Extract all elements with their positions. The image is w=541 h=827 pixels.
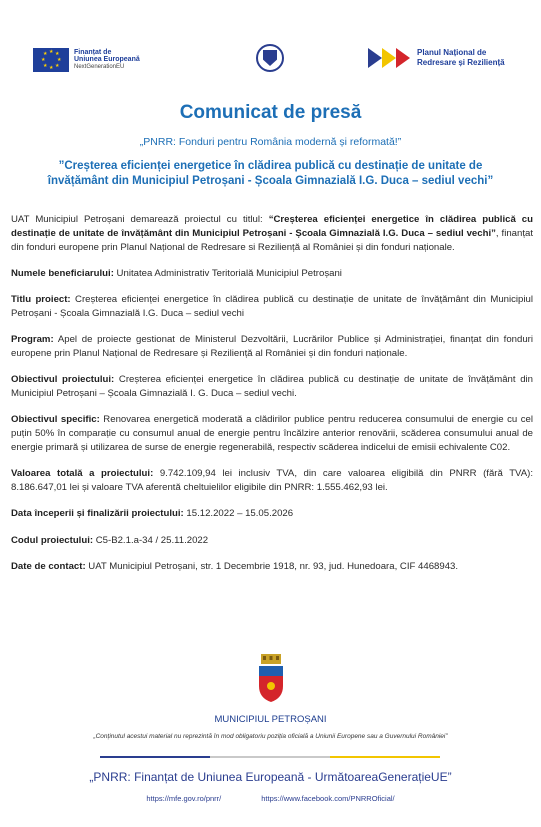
petrosani-coat-of-arms-icon: [257, 654, 285, 704]
project-title-paragraph: [11, 293, 533, 321]
eu-label-2: Uniunea Europeană: [74, 56, 140, 64]
field-value: Creșterea eficienței energetice în clădirea publică cu destinație de unitate de învățământ din Municipiul Petroșani – Școala Gimnazială I. G. Duca – sediul vechi.: [11, 374, 533, 400]
dates-paragraph: [11, 507, 533, 521]
field-label: Obiectivul proiectului:: [11, 374, 115, 386]
field-label: Numele beneficiarului:: [11, 267, 114, 279]
disclaimer: „Conținutul acestui material nu reprezintă în mod obligatoriu poziția oficială a Uniunii Europene sau a Guvernului României”: [93, 733, 448, 740]
field-label: Codul proiectului:: [11, 534, 94, 546]
objective-paragraph: [11, 373, 533, 401]
eu-flag-icon: ★ ★ ★ ★ ★ ★ ★ ★: [33, 48, 69, 72]
eu-logo: [33, 48, 140, 72]
field-value: 15.12.2022 – 15.05.2026: [183, 508, 294, 520]
field-label: Data începerii și finalizării proiectului:: [11, 508, 184, 520]
mfe-link[interactable]: https://mfe.gov.ro/pnrr/: [146, 794, 222, 803]
total-value-paragraph: [11, 467, 533, 495]
intro-paragraph: [11, 213, 533, 254]
project-heading: ”Creșterea eficienței energetice în clădirea publică cu destinație de unitate de învățământ din Municipiul Petroșani - Școala Gimnazială I.G. Duca – sediul vechi”: [47, 160, 494, 187]
project-code-paragraph: [11, 534, 533, 548]
pnrr-arrow-icon: [368, 46, 412, 70]
eu-label-3: NextGenerationEU: [74, 63, 125, 70]
pnrr-label-2: Redresare și Reziliență: [417, 58, 505, 67]
field-value: UAT Municipiul Petroșani, str. 1 Decembrie 1918, nr. 93, jud. Hunedoara, CIF 4468943.: [85, 561, 459, 573]
field-label: Titlu proiect:: [11, 294, 71, 306]
intro-text: , finanțat din fonduri europene prin Planul Național de Redresare si Reziliență al României și din fonduri naționale.: [11, 227, 533, 253]
pnrr-logo: [368, 46, 505, 70]
field-value: Apel de proiecte gestionat de Ministerul Dezvoltării, Lucrărilor Publice și Administrației, finanțat din fonduri europene prin Planul Național de Redresare și Reziliență al României și din fonduri naționale.: [11, 334, 533, 360]
facebook-link[interactable]: https://www.facebook.com/PNRROficial/: [261, 794, 395, 803]
intro-bold-title: “Creșterea eficienței energetice în clădirea publică cu destinație de unitate de învățământ din Municipiul Petroșani - Școala Gimnazială I.G. Duca – sediul vechi”: [11, 214, 533, 239]
field-value: 9.742.109,94 lei inclusiv TVA, din care valoarea eligibilă din PNRR (fără TVA): 8.186.647,01 lei și valoare TVA aferentă cheltuielilor eligibile din PNRR: 1.555.462,93 lei.: [11, 468, 533, 494]
specific-objective-paragraph: [11, 413, 533, 454]
footer-slogan: „PNRR: Finanțat de Uniunea Europeană - UrmătoareaGenerațieUE”: [89, 770, 452, 784]
slogan: „PNRR: Fonduri pentru România modernă și reformată!”: [139, 136, 402, 148]
page-title: Comunicat de presă: [179, 102, 362, 123]
field-label: Valoarea totală a proiectului:: [11, 468, 154, 480]
field-value: Unitatea Administrativ Teritorială Municipiul Petroșani: [113, 267, 342, 279]
press-release-body: [11, 213, 533, 586]
romanian-government-seal-icon: [256, 44, 284, 72]
field-label: Program:: [11, 334, 54, 346]
field-value: C5-B2.1.a-34 / 25.11.2022: [93, 534, 209, 546]
intro-prefix: UAT Municipiul Petroșani demarează proiectul cu titlul:: [11, 214, 269, 225]
footer-links: [0, 794, 541, 803]
field-value: Renovarea energetică moderată a clădirilor publice pentru reducerea consumului de energie cu cel puțin 50% în comparație cu consumul anual de energie pentru încălzire anterior renovării, scăderea consumului anual de energie primară și utilizarea de surse de energie regenerabilă, respectiv scăderea indicelui de emisii echivalente C02.: [11, 414, 533, 454]
pnrr-label-1: Planul Național de: [417, 48, 487, 57]
field-label: Obiectivul specific:: [11, 414, 100, 426]
divider-blue-segment: [100, 756, 210, 758]
header: [0, 40, 541, 76]
municipality-name: MUNICIPIUL PETROȘANI: [214, 714, 327, 725]
field-label: Date de contact:: [11, 561, 86, 573]
eu-label-1: Finanțat de: [74, 48, 112, 56]
program-paragraph: [11, 333, 533, 361]
field-value: Creșterea eficienței energetice în clădirea publică cu destinație de unitate de învățământ din Municipiul Petroșani - Școala Gimnazială I.G. Duca – sediul vechi: [11, 294, 533, 319]
contact-paragraph: [11, 560, 533, 574]
divider-yellow-segment: [330, 756, 440, 758]
beneficiary-paragraph: [11, 267, 533, 281]
